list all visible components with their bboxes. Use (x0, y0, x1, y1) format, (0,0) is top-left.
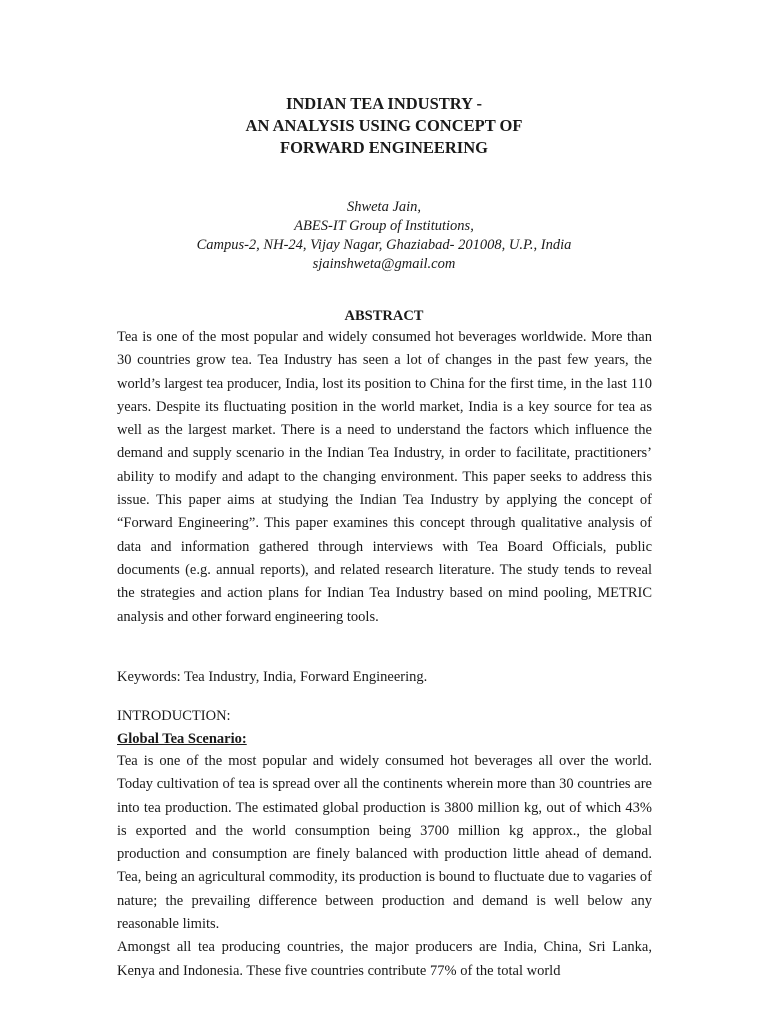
author-institution: ABES-IT Group of Institutions, (294, 218, 474, 234)
title-line-2: AN ANALYSIS USING CONCEPT OF (245, 116, 523, 135)
section-heading-global-tea-scenario: Global Tea Scenario: (117, 731, 247, 747)
paper-title (0, 93, 768, 159)
introduction-paragraph-1: Tea is one of the most popular and widely consumed hot beverages all over the world. Today cultivation of tea is spread over all the continents wherein more than 30 countries are into tea production. The estimated global production is 3800 million kg, out of which 43% is exported and the world consumption being 3700 million kg approx., the global production and consumption are finely balanced with production little ahead of demand. Tea, being an agricultural commodity, its production is bound to fluctuate due to vagaries of nature; the prevailing difference between production and demand is well below any reasonable limits. (117, 753, 652, 933)
introduction-paragraph-2: Amongst all tea producing countries, the major producers are India, China, Sri Lanka, Kenya and Indonesia. These five countries contribute 77% of the total world (117, 939, 652, 979)
abstract-heading: ABSTRACT (344, 308, 424, 324)
author-name: Shweta Jain, (346, 199, 422, 215)
introduction-heading: INTRODUCTION: (117, 708, 231, 724)
title-line-3: FORWARD ENGINEERING (280, 138, 488, 157)
author-email: sjainshweta@gmail.com (312, 256, 456, 272)
author-info (0, 198, 768, 274)
author-address: Campus-2, NH-24, Vijay Nagar, Ghaziabad- 201008, U.P., India (196, 237, 572, 253)
introduction-body (117, 750, 652, 983)
keywords-line: Keywords: Tea Industry, India, Forward Engineering. (117, 669, 428, 685)
title-line-1: INDIAN TEA INDUSTRY - (285, 94, 483, 113)
abstract-body: Tea is one of the most popular and widely consumed hot beverages worldwide. More than 30 countries grow tea. Tea Industry has seen a lot of changes in the past few years, the world’s largest tea producer, India, lost its position to China for the first time, in the last 110 years. Despite its fluctuating position in the world market, India is a key source for tea as well as the largest market. There is a need to understand the factors which influence the demand and supply scenario in the Indian Tea Industry, in order to facilitate, practitioners’ ability to modify and adapt to the changing environment. This paper seeks to address this issue. This paper aims at studying the Indian Tea Industry by applying the concept of “Forward Engineering”. This paper examines this concept through qualitative analysis of data and information gathered through interviews with Tea Board Officials, public documents (e.g. annual reports), and related research literature. The study tends to reveal the strategies and action plans for Indian Tea Industry based on mind pooling, METRIC analysis and other forward engineering tools. (117, 329, 652, 625)
